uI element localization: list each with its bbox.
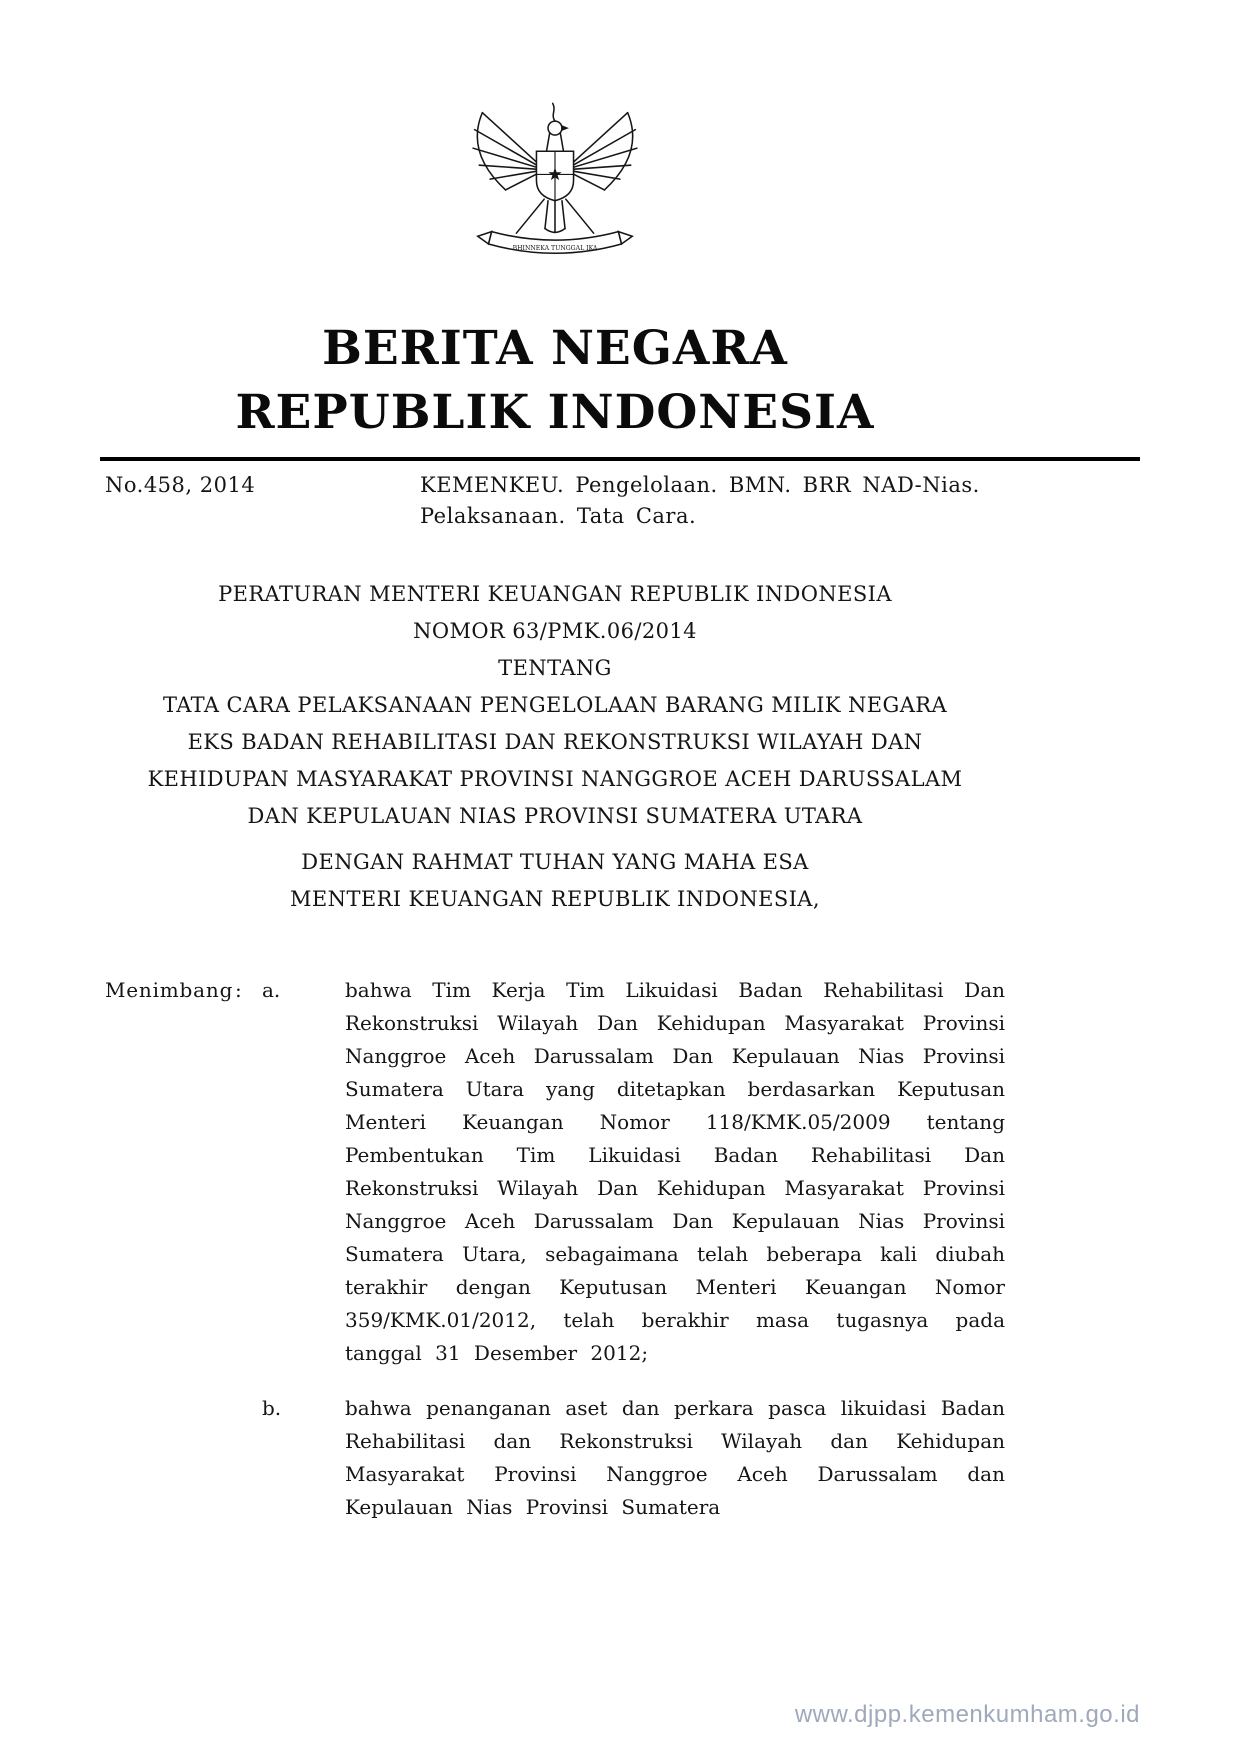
item-text: bahwa penanganan aset dan perkara pasca likuidasi Badan Rehabilitasi dan Rekonstruksi Wilayah dan Kehidupan Masyarakat Provinsi Nanggroe Aceh Darussalam dan Kepulauan Nias Provinsi Sumatera <box>345 1396 1005 1519</box>
item-marker: b. <box>262 1396 282 1420</box>
invocation-block <box>105 844 1005 918</box>
masthead-rule <box>100 457 1140 461</box>
subject-line-1: KEMENKEU. Pengelolaan. BMN. BRR NAD-Nias. <box>420 473 980 497</box>
gazette-title <box>105 317 1005 445</box>
heading-line-title-2: EKS BADAN REHABILITASI DAN REKONSTRUKSI WILAYAH DAN <box>187 730 923 754</box>
garuda-emblem-icon <box>470 83 640 269</box>
content-column <box>105 0 1005 1524</box>
heading-line-title-3: KEHIDUPAN MASYARAKAT PROVINSI NANGGROE ACEH DARUSSALAM <box>147 767 963 791</box>
masthead-row <box>105 470 1005 532</box>
heading-line-title-4: DAN KEPULAUAN NIAS PROVINSI SUMATERA UTARA <box>247 804 863 828</box>
gazette-title-line2: REPUBLIK INDONESIA <box>235 385 875 440</box>
considerations-label: Menimbang <box>105 978 234 1002</box>
item-text: bahwa Tim Kerja Tim Likuidasi Badan Rehabilitasi Dan Rekonstruksi Wilayah Dan Kehidupan Masyarakat Provinsi Nanggroe Aceh Darussalam Dan Kepulauan Nias Provinsi Sumatera Utara yang ditetapkan berdasarkan Keputusan Menteri Keuangan Nomor 118/KMK.05/2009 tentang Pembentukan Tim Likuidasi Badan Rehabilitasi Dan Rekonstruksi Wilayah Dan Kehidupan Masyarakat Provinsi Nanggroe Aceh Darussalam Dan Kepulauan Nias Provinsi Sumatera Utara, sebagaimana telah beberapa kali diubah terakhir dengan Keputusan Menteri Keuangan Nomor 359/KMK.01/2012, telah berakhir masa tugasnya pada tanggal 31 Desember 2012; <box>345 978 1005 1365</box>
garuda-pancasila-emblem <box>105 83 1005 273</box>
authority-line: MENTERI KEUANGAN REPUBLIK INDONESIA, <box>290 887 820 911</box>
issue-number: No.458, 2014 <box>105 473 256 497</box>
footer-url: www.djpp.kemenkumham.go.id <box>794 1701 1140 1728</box>
item-marker: a. <box>262 978 281 1002</box>
subject-line-2: Pelaksanaan. Tata Cara. <box>420 504 697 528</box>
heading-line-title-1: TATA CARA PELAKSANAAN PENGELOLAAN BARANG MILIK NEGARA <box>162 693 948 717</box>
consideration-item-a <box>105 974 1005 1370</box>
heading-line-number: NOMOR 63/PMK.06/2014 <box>413 619 697 643</box>
subject-keywords <box>420 470 1005 532</box>
invocation-line: DENGAN RAHMAT TUHAN YANG MAHA ESA <box>301 850 809 874</box>
gazette-title-line1: BERITA NEGARA <box>322 321 788 376</box>
considerations-section <box>105 974 1005 1524</box>
emblem-motto: BHINNEKA TUNGGAL IKA <box>512 245 598 253</box>
heading-line-tentang: TENTANG <box>498 656 612 680</box>
regulation-heading <box>105 576 1005 835</box>
considerations-separator: : <box>235 978 242 1002</box>
heading-line-regulation: PERATURAN MENTERI KEUANGAN REPUBLIK INDONESIA <box>218 582 892 606</box>
consideration-item-b <box>105 1392 1005 1524</box>
